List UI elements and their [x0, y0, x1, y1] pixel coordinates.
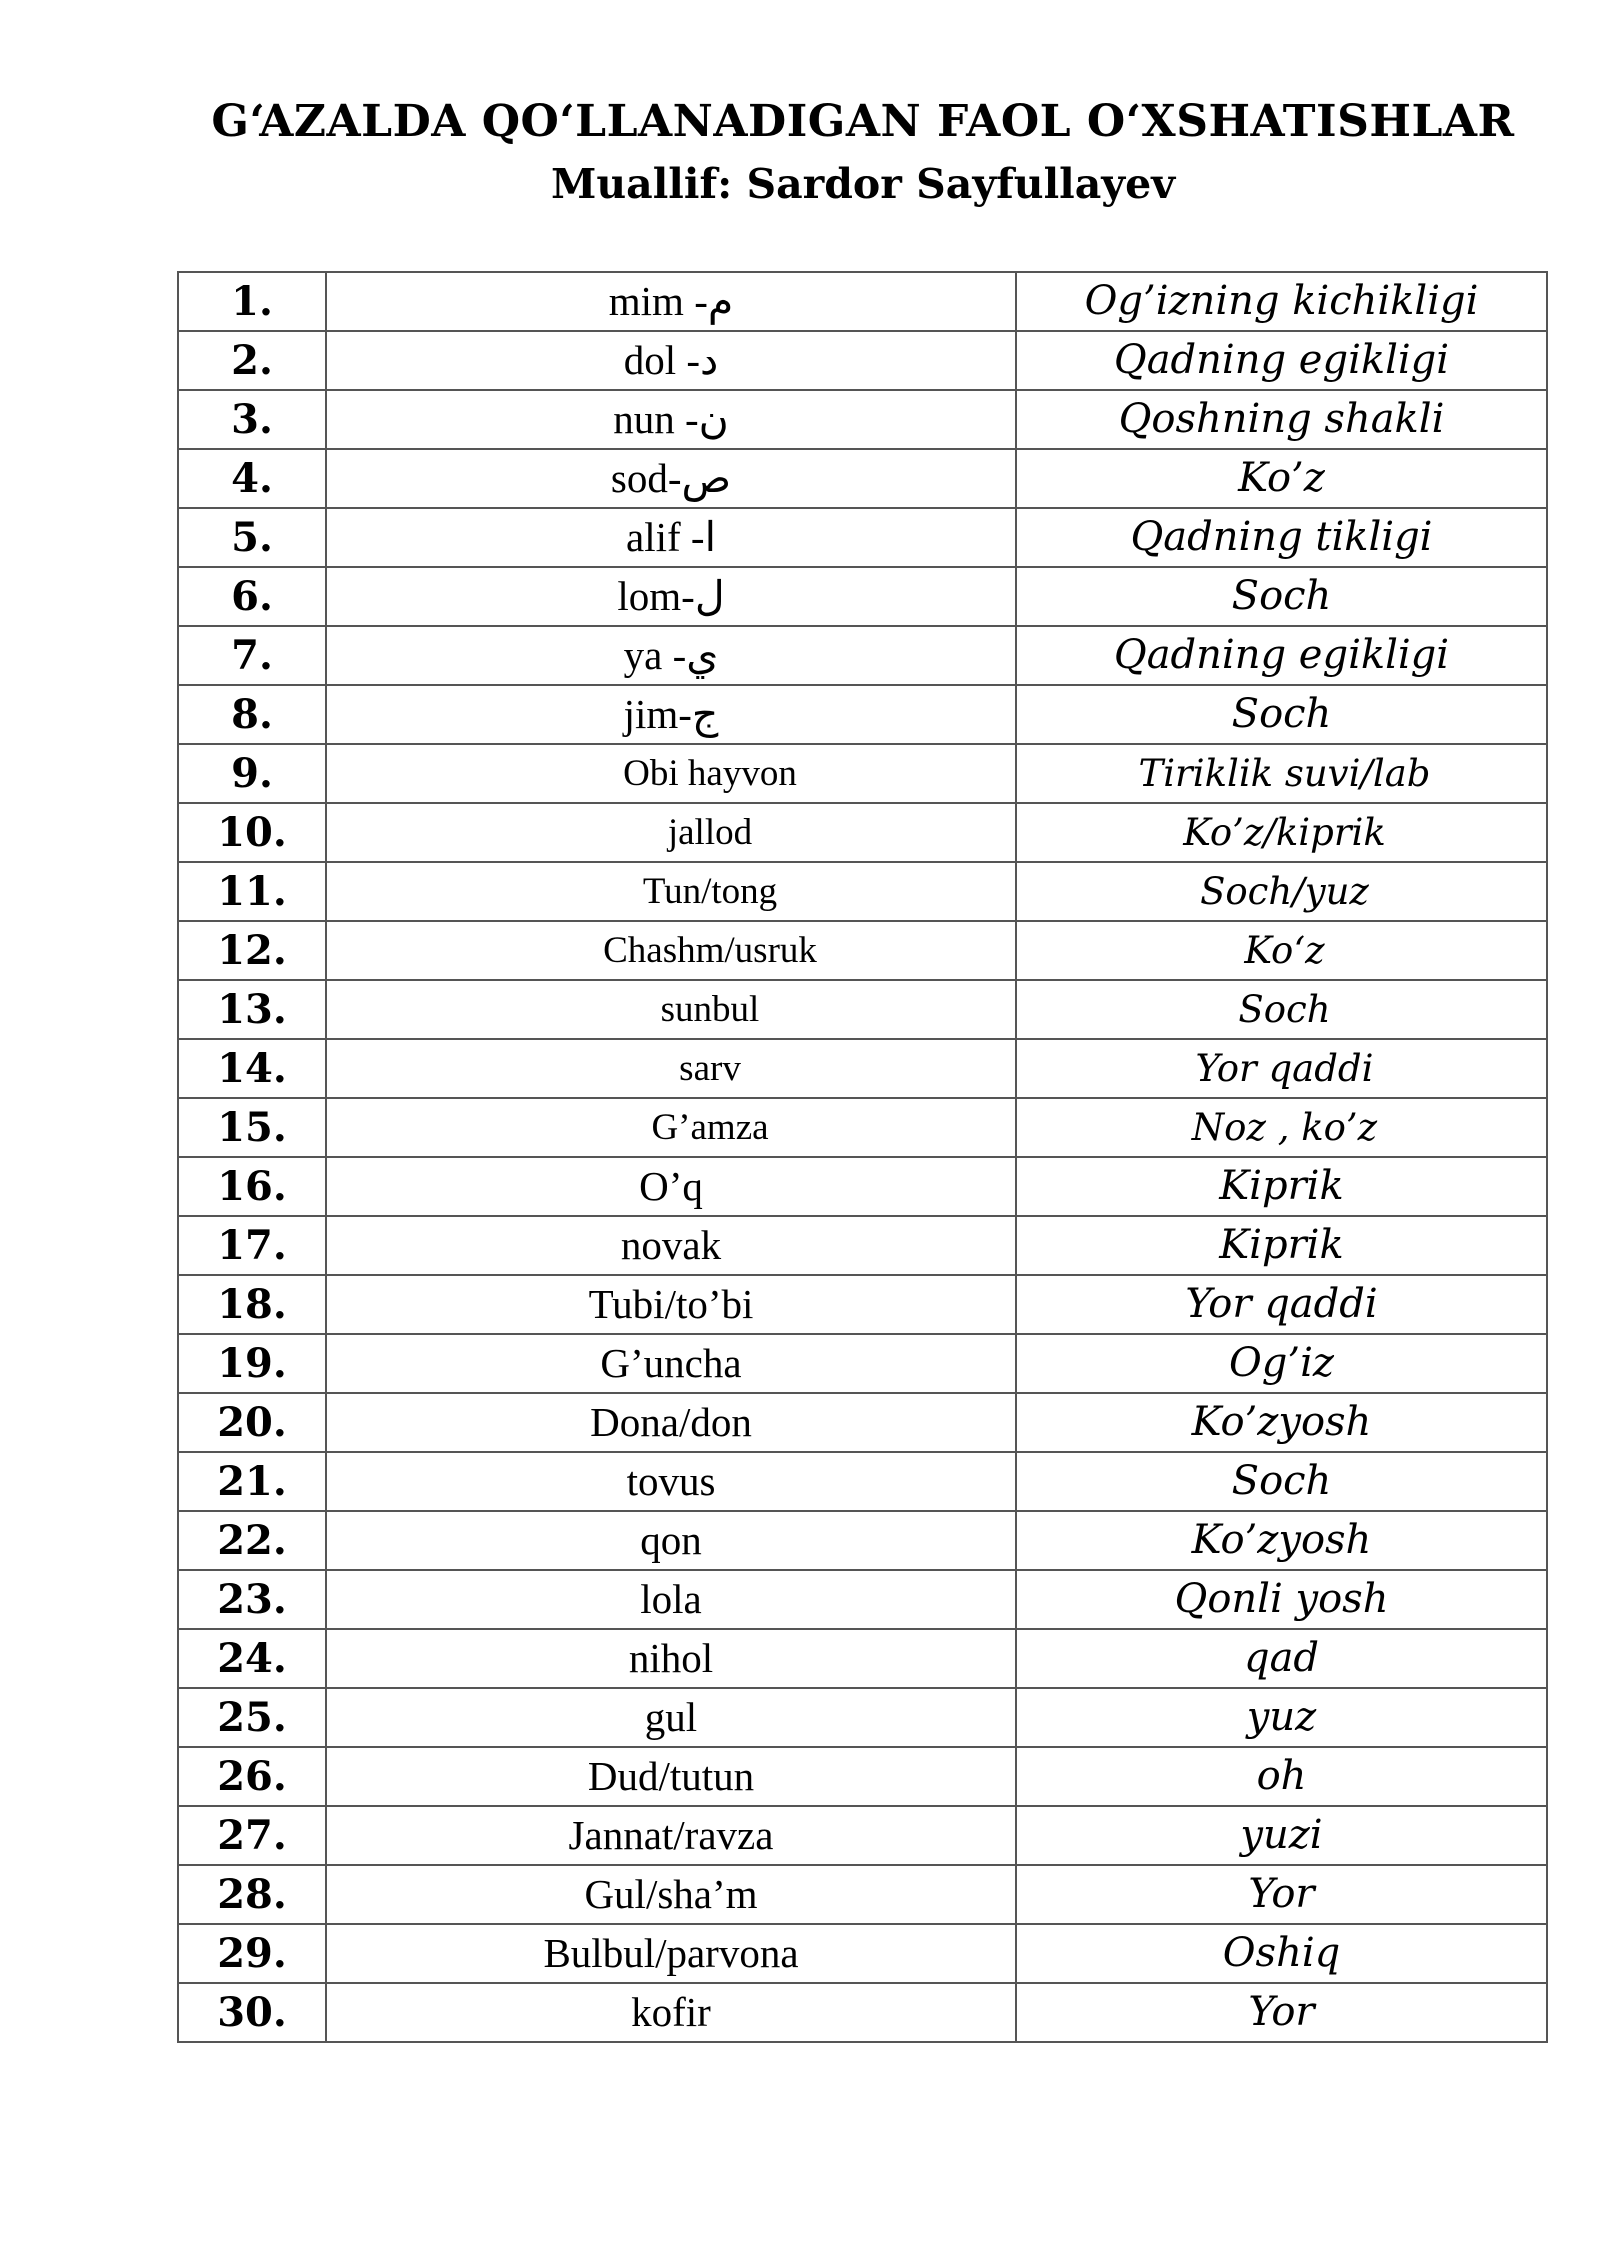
row-meaning: Ko’z/kiprik: [1016, 803, 1547, 862]
row-number: 12.: [178, 921, 326, 980]
row-meaning: Qadning tikligi: [1016, 508, 1547, 567]
row-meaning: Ko’z: [1016, 449, 1547, 508]
table-row: [178, 921, 1547, 980]
table-row: [178, 272, 1547, 331]
row-term: Tubi/to’bi: [326, 1275, 1016, 1334]
row-number: 21.: [178, 1452, 326, 1511]
row-meaning: Yor: [1016, 1865, 1547, 1924]
table-row: [178, 1629, 1547, 1688]
row-term: Bulbul/parvona: [326, 1924, 1016, 1983]
table-row: [178, 803, 1547, 862]
row-number: 9.: [178, 744, 326, 803]
row-term: ل-lom: [326, 567, 1016, 626]
table-row: [178, 390, 1547, 449]
table-row: [178, 1688, 1547, 1747]
row-number: 1.: [178, 272, 326, 331]
row-term: Chashm/usruk: [326, 921, 1016, 980]
row-term: O’q: [326, 1157, 1016, 1216]
row-term: qon: [326, 1511, 1016, 1570]
row-number: 7.: [178, 626, 326, 685]
row-term: ا- alif: [326, 508, 1016, 567]
row-number: 8.: [178, 685, 326, 744]
row-meaning: oh: [1016, 1747, 1547, 1806]
table-row: [178, 1570, 1547, 1629]
row-term: ي- ya: [326, 626, 1016, 685]
row-meaning: Soch: [1016, 1452, 1547, 1511]
row-number: 3.: [178, 390, 326, 449]
table-row: [178, 744, 1547, 803]
row-number: 10.: [178, 803, 326, 862]
table-row: [178, 1806, 1547, 1865]
row-meaning: Kiprik: [1016, 1216, 1547, 1275]
row-meaning: Soch: [1016, 685, 1547, 744]
row-number: 16.: [178, 1157, 326, 1216]
table-row: [178, 980, 1547, 1039]
row-term: م- mim: [326, 272, 1016, 331]
row-term: Dud/tutun: [326, 1747, 1016, 1806]
row-meaning: yuzi: [1016, 1806, 1547, 1865]
row-number: 24.: [178, 1629, 326, 1688]
row-meaning: Qadning egikligi: [1016, 626, 1547, 685]
row-term: Tun/tong: [326, 862, 1016, 921]
row-term: ن- nun: [326, 390, 1016, 449]
table-row: [178, 1157, 1547, 1216]
row-meaning: Soch: [1016, 980, 1547, 1039]
table-row: [178, 862, 1547, 921]
table-row: [178, 1216, 1547, 1275]
row-meaning: Soch/yuz: [1016, 862, 1547, 921]
row-term: Obi hayvon: [326, 744, 1016, 803]
table-row: [178, 567, 1547, 626]
table-row: [178, 1098, 1547, 1157]
row-number: 5.: [178, 508, 326, 567]
row-meaning: Yor qaddi: [1016, 1275, 1547, 1334]
row-number: 6.: [178, 567, 326, 626]
row-meaning: Oshiq: [1016, 1924, 1547, 1983]
row-number: 25.: [178, 1688, 326, 1747]
row-meaning: yuz: [1016, 1688, 1547, 1747]
row-term: lola: [326, 1570, 1016, 1629]
table-row: [178, 1334, 1547, 1393]
table-row: [178, 508, 1547, 567]
document-title: G‘AZALDA QO‘LLANADIGAN FAOL O‘XSHATISHLAR: [211, 96, 1515, 147]
row-term: د- dol: [326, 331, 1016, 390]
table-row: [178, 1452, 1547, 1511]
row-term: jallod: [326, 803, 1016, 862]
table-row: [178, 1275, 1547, 1334]
row-number: 14.: [178, 1039, 326, 1098]
row-meaning: Og’izning kichikligi: [1016, 272, 1547, 331]
row-number: 4.: [178, 449, 326, 508]
row-number: 15.: [178, 1098, 326, 1157]
table-row: [178, 449, 1547, 508]
row-number: 11.: [178, 862, 326, 921]
row-term: ج-jim: [326, 685, 1016, 744]
row-meaning: Ko’zyosh: [1016, 1393, 1547, 1452]
row-meaning: Tiriklik suvi/lab: [1016, 744, 1547, 803]
row-term: sarv: [326, 1039, 1016, 1098]
table-row: [178, 685, 1547, 744]
row-number: 28.: [178, 1865, 326, 1924]
row-number: 18.: [178, 1275, 326, 1334]
row-term: G’uncha: [326, 1334, 1016, 1393]
row-meaning: Og’iz: [1016, 1334, 1547, 1393]
row-meaning: Qoshning shakli: [1016, 390, 1547, 449]
table-row: [178, 626, 1547, 685]
table-row: [178, 1865, 1547, 1924]
row-meaning: Qonli yosh: [1016, 1570, 1547, 1629]
row-meaning: Kiprik: [1016, 1157, 1547, 1216]
row-number: 2.: [178, 331, 326, 390]
row-number: 27.: [178, 1806, 326, 1865]
table-row: [178, 1039, 1547, 1098]
similes-table: [177, 271, 1548, 2043]
similes-table-container: [177, 271, 1546, 2043]
row-number: 26.: [178, 1747, 326, 1806]
row-term: kofir: [326, 1983, 1016, 2042]
row-term: ص-sod: [326, 449, 1016, 508]
row-term: Jannat/ravza: [326, 1806, 1016, 1865]
row-number: 13.: [178, 980, 326, 1039]
row-term: tovus: [326, 1452, 1016, 1511]
row-term: Dona/don: [326, 1393, 1016, 1452]
row-term: nihol: [326, 1629, 1016, 1688]
table-row: [178, 1393, 1547, 1452]
row-number: 17.: [178, 1216, 326, 1275]
row-meaning: Ko‘z: [1016, 921, 1547, 980]
document-author: Muallif: Sardor Sayfullayev: [550, 160, 1176, 208]
row-term: sunbul: [326, 980, 1016, 1039]
document-header: [0, 92, 1600, 212]
row-number: 29.: [178, 1924, 326, 1983]
table-row: [178, 1747, 1547, 1806]
row-meaning: Qadning egikligi: [1016, 331, 1547, 390]
similes-table-body: [178, 272, 1547, 2042]
row-meaning: Yor: [1016, 1983, 1547, 2042]
row-term: novak: [326, 1216, 1016, 1275]
row-number: 22.: [178, 1511, 326, 1570]
row-meaning: Soch: [1016, 567, 1547, 626]
row-term: Gul/sha’m: [326, 1865, 1016, 1924]
row-number: 30.: [178, 1983, 326, 2042]
row-meaning: qad: [1016, 1629, 1547, 1688]
row-number: 23.: [178, 1570, 326, 1629]
table-row: [178, 1983, 1547, 2042]
row-term: G’amza: [326, 1098, 1016, 1157]
table-row: [178, 331, 1547, 390]
row-meaning: Noz , ko’z: [1016, 1098, 1547, 1157]
row-meaning: Ko’zyosh: [1016, 1511, 1547, 1570]
table-row: [178, 1924, 1547, 1983]
row-term: gul: [326, 1688, 1016, 1747]
row-meaning: Yor qaddi: [1016, 1039, 1547, 1098]
row-number: 20.: [178, 1393, 326, 1452]
table-row: [178, 1511, 1547, 1570]
row-number: 19.: [178, 1334, 326, 1393]
